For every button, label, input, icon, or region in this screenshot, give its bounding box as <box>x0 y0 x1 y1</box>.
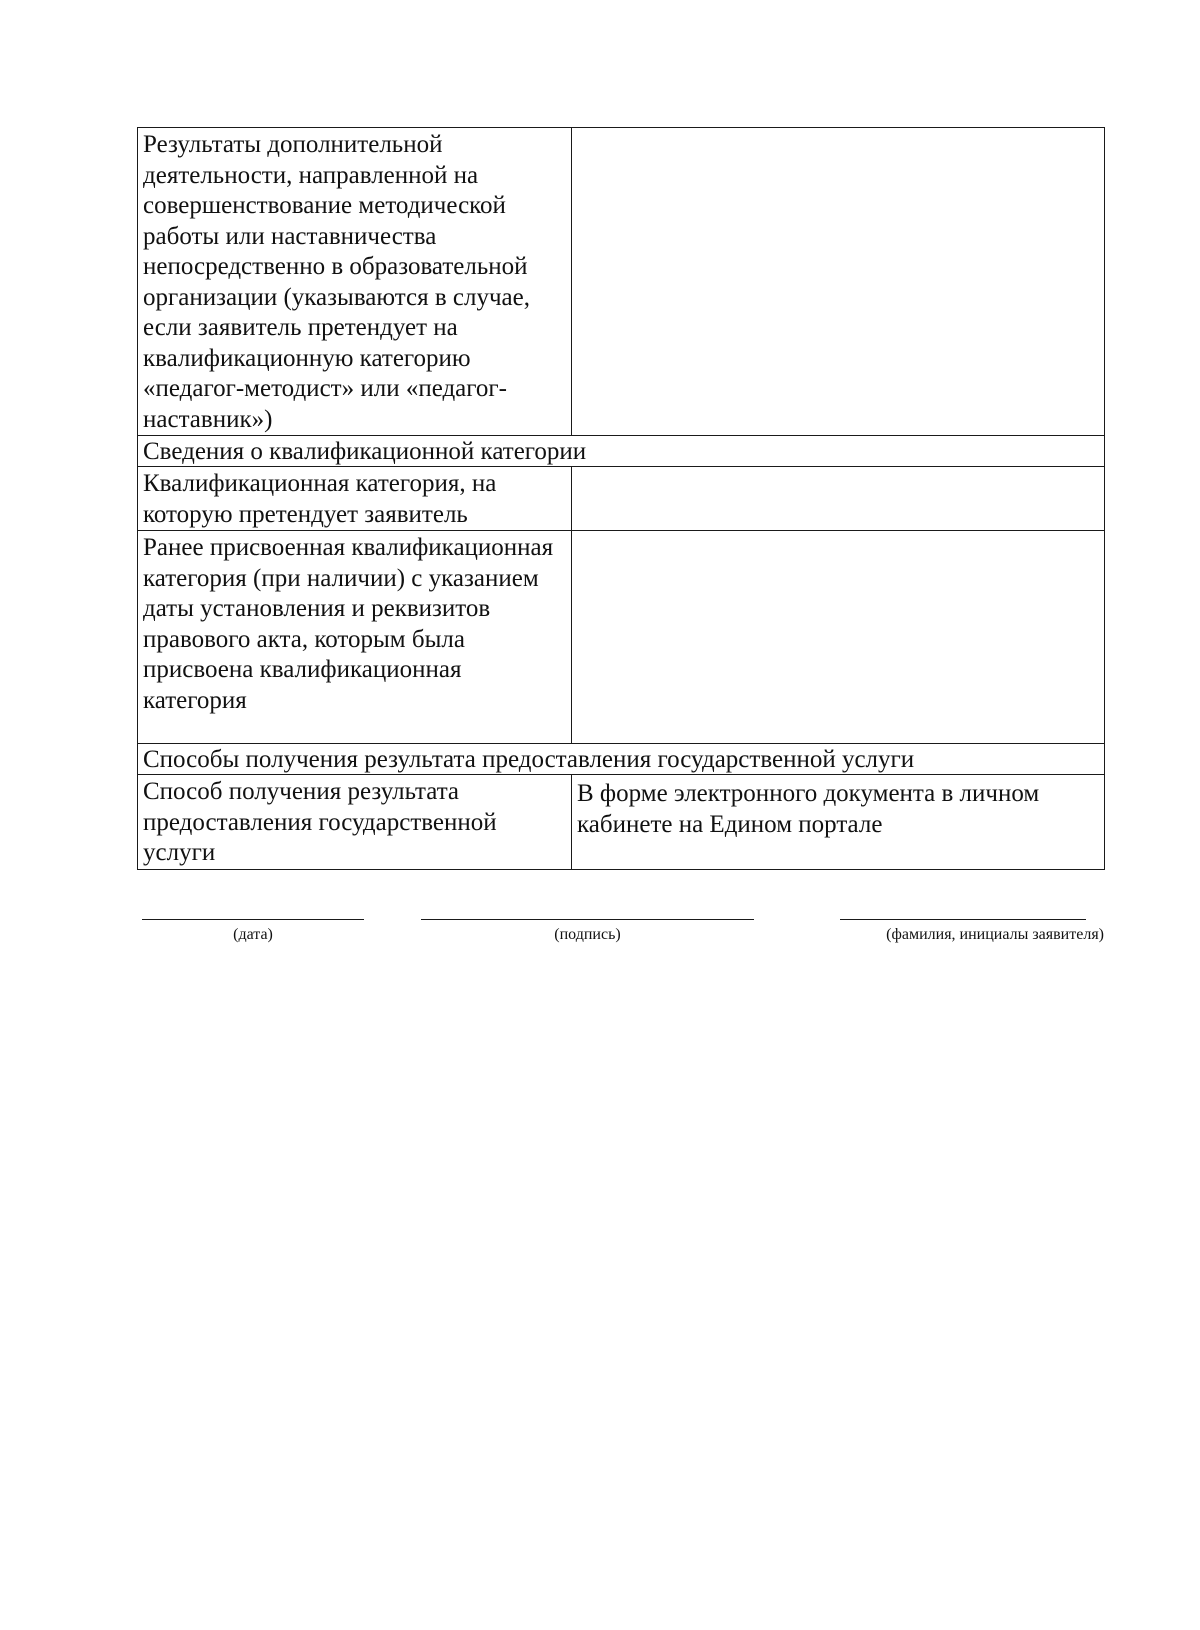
additional-activity-label: Результаты дополнительной деятельности, направленной на совершенствование методической работы или наставничества непосредственно в образовательной организации (указываются в случае, если заявитель претендует на квалификационную категорию «педагог-методист» или «педагог-наставник») <box>138 128 572 436</box>
previous-category-value-field[interactable] <box>572 531 1105 744</box>
date-caption: (дата) <box>233 926 273 943</box>
table-row-previous-category <box>138 531 1105 744</box>
additional-activity-value-field[interactable] <box>572 128 1105 436</box>
table-row-result-method <box>138 775 1105 870</box>
previous-category-label: Ранее присвоенная квалификационная категория (при наличии) с указанием даты установления и реквизитов правового акта, которым была присвоена квалификационная категория <box>138 531 572 744</box>
target-category-label: Квалификационная категория, на которую претендует заявитель <box>138 467 572 531</box>
result-method-value: В форме электронного документа в личном кабинете на Едином портале <box>572 775 1105 870</box>
target-category-value-field[interactable] <box>572 467 1105 531</box>
signature-line[interactable] <box>421 919 754 920</box>
section-header-row-result-methods <box>138 744 1105 775</box>
section-header-result-methods: Способы получения результата предоставления государственной услуги <box>138 744 1105 775</box>
applicant-name-caption: (фамилия, инициалы заявителя) <box>886 926 1104 943</box>
section-header-category-info: Сведения о квалификационной категории <box>138 436 1105 467</box>
application-form-table <box>137 127 1105 870</box>
table-row-additional-activity <box>138 128 1105 436</box>
date-line[interactable] <box>142 919 364 920</box>
result-method-label: Способ получения результата предоставления государственной услуги <box>138 775 572 870</box>
section-header-row-category-info <box>138 436 1105 467</box>
date-signature-block <box>142 919 364 959</box>
applicant-name-line[interactable] <box>840 919 1086 920</box>
applicant-name-block <box>840 919 1104 959</box>
table-row-target-category <box>138 467 1105 531</box>
signature-block <box>421 919 754 959</box>
signature-caption: (подпись) <box>554 926 621 943</box>
